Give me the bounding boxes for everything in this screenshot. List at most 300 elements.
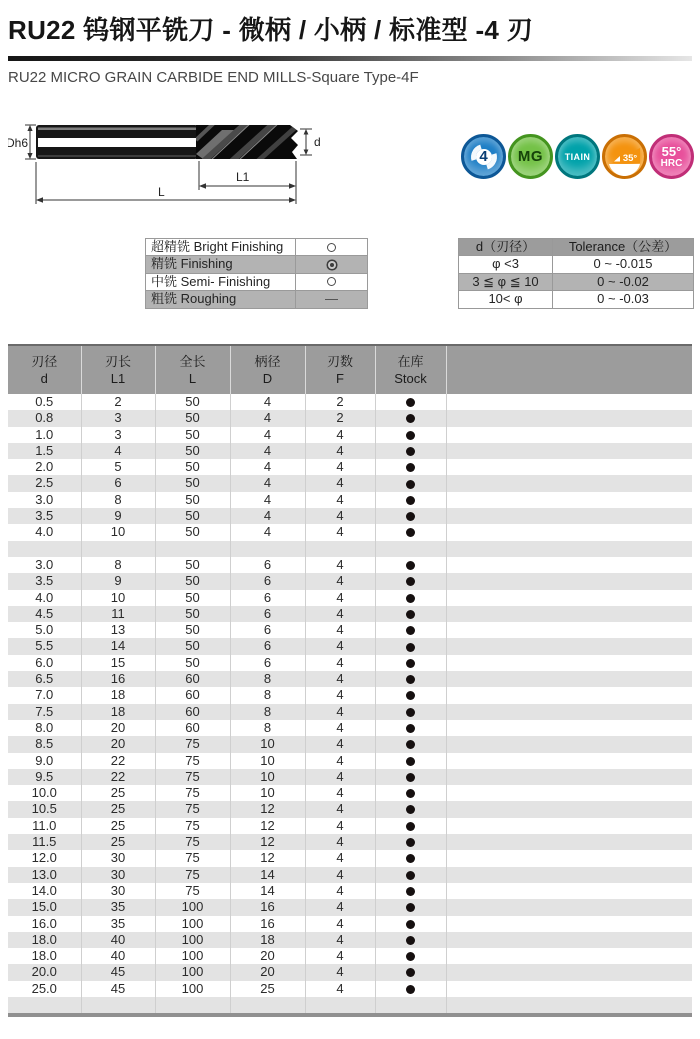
spec-cell: 15 <box>81 655 155 671</box>
spec-cell: 8 <box>81 492 155 508</box>
spec-cell: 15.0 <box>8 899 81 915</box>
separator-cell <box>446 997 692 1015</box>
stock-dot-icon <box>406 871 415 880</box>
spec-cell: 10 <box>230 785 305 801</box>
spec-cell: 4 <box>305 459 375 475</box>
spec-cell: 6.0 <box>8 655 81 671</box>
spec-spacer-cell <box>446 818 692 834</box>
stock-cell <box>375 964 446 980</box>
page-title: RU22 钨钢平铣刀 - 微柄 / 小柄 / 标准型 -4 刃 <box>8 15 534 45</box>
spec-cell: 2 <box>305 394 375 410</box>
spec-cell: 50 <box>155 475 230 491</box>
spec-cell: 10 <box>230 769 305 785</box>
spec-spacer-cell <box>446 899 692 915</box>
spec-cell: 4 <box>230 394 305 410</box>
spec-cell: 4 <box>305 508 375 524</box>
stock-cell <box>375 638 446 654</box>
spec-header-cell: 在库 Stock <box>375 345 446 394</box>
stock-dot-icon <box>406 512 415 521</box>
spec-cell: 4 <box>230 443 305 459</box>
feature-badges <box>461 134 694 179</box>
spec-cell: 4.5 <box>8 606 81 622</box>
spec-cell: 75 <box>155 769 230 785</box>
spec-header-cell: 刃数 F <box>305 345 375 394</box>
spec-cell: 100 <box>155 981 230 997</box>
separator-cell <box>8 997 81 1015</box>
spec-cell: 4 <box>230 508 305 524</box>
stock-dot-icon <box>406 496 415 505</box>
spec-cell: 9.5 <box>8 769 81 785</box>
spec-cell: 75 <box>155 736 230 752</box>
stock-dot-icon <box>406 528 415 537</box>
spec-row <box>8 736 692 752</box>
spec-cell: 9 <box>81 508 155 524</box>
spec-cell: 4 <box>305 801 375 817</box>
spec-spacer-cell <box>446 720 692 736</box>
cutting-diameter-label: d <box>314 135 321 149</box>
tolerance-cell: 10< φ <box>459 291 553 307</box>
spec-cell: 4 <box>230 427 305 443</box>
spec-cell: 22 <box>81 769 155 785</box>
spec-row <box>8 590 692 606</box>
spec-spacer-cell <box>446 753 692 769</box>
spec-cell: 100 <box>155 948 230 964</box>
spec-cell: 20 <box>230 948 305 964</box>
spec-cell: 100 <box>155 916 230 932</box>
spec-cell: 12 <box>230 801 305 817</box>
tolerance-table <box>458 238 694 309</box>
stock-cell <box>375 459 446 475</box>
spec-table-wrap <box>8 344 692 1017</box>
stock-cell <box>375 801 446 817</box>
spec-spacer-cell <box>446 801 692 817</box>
stock-dot-icon <box>406 822 415 831</box>
separator-cell <box>230 541 305 557</box>
spec-cell: 5 <box>81 459 155 475</box>
spec-cell: 4 <box>305 899 375 915</box>
spec-spacer-cell <box>446 981 692 997</box>
stock-dot-icon <box>406 414 415 423</box>
separator-cell <box>375 541 446 557</box>
spec-cell: 4 <box>305 427 375 443</box>
spec-cell: 14 <box>230 883 305 899</box>
spec-cell: 4 <box>305 557 375 573</box>
spec-cell: 0.5 <box>8 394 81 410</box>
badge-helix-angle <box>602 134 647 179</box>
spec-spacer-cell <box>446 606 692 622</box>
badge-hardness-unit: HRC <box>660 157 683 169</box>
separator-cell <box>305 997 375 1015</box>
spec-cell: 4 <box>230 524 305 540</box>
spec-cell: 4 <box>230 492 305 508</box>
spec-row <box>8 410 692 426</box>
finishing-symbol-cell <box>296 256 367 272</box>
tolerance-cell: 0 ~ -0.02 <box>597 273 649 289</box>
stock-cell <box>375 818 446 834</box>
spec-cell: 20.0 <box>8 964 81 980</box>
spec-row <box>8 655 692 671</box>
stock-dot-icon <box>406 936 415 945</box>
stock-cell <box>375 899 446 915</box>
stock-dot-icon <box>406 952 415 961</box>
tolerance-cell: φ <3 <box>459 256 553 272</box>
spec-spacer-cell <box>446 704 692 720</box>
spec-cell: 50 <box>155 427 230 443</box>
badge-coating <box>555 134 600 179</box>
spec-cell: 4 <box>305 475 375 491</box>
spec-cell: 22 <box>81 753 155 769</box>
spec-cell: 8.5 <box>8 736 81 752</box>
spec-cell: 10 <box>81 524 155 540</box>
spec-spacer-cell <box>446 948 692 964</box>
stock-cell <box>375 655 446 671</box>
spec-cell: 8 <box>230 704 305 720</box>
spec-cell: 4 <box>305 916 375 932</box>
badge-hardness <box>649 134 694 179</box>
spec-cell: 60 <box>155 687 230 703</box>
stock-cell <box>375 557 446 573</box>
spec-row <box>8 492 692 508</box>
stock-dot-icon <box>406 838 415 847</box>
spec-cell: 8 <box>230 687 305 703</box>
spec-cell: 4 <box>305 655 375 671</box>
spec-cell: 4 <box>305 753 375 769</box>
spec-row <box>8 769 692 785</box>
spec-cell: 25 <box>81 818 155 834</box>
stock-dot-icon <box>406 431 415 440</box>
stock-cell <box>375 948 446 964</box>
spec-cell: 6 <box>230 638 305 654</box>
spec-row <box>8 427 692 443</box>
tolerance-row <box>459 274 693 291</box>
stock-dot-icon <box>406 968 415 977</box>
spec-cell: 40 <box>81 932 155 948</box>
spec-row <box>8 394 692 410</box>
spec-row <box>8 606 692 622</box>
spec-separator-row <box>8 997 692 1015</box>
spec-cell: 50 <box>155 655 230 671</box>
stock-dot-icon <box>406 675 415 684</box>
spec-cell: 10 <box>230 753 305 769</box>
badge-micro-grain-label: MG <box>517 148 544 165</box>
spec-cell: 6 <box>230 606 305 622</box>
spec-cell: 75 <box>155 801 230 817</box>
stock-dot-icon <box>406 854 415 863</box>
spec-header-spacer <box>446 345 692 394</box>
spec-cell: 50 <box>155 492 230 508</box>
finishing-table <box>145 238 368 309</box>
spec-spacer-cell <box>446 834 692 850</box>
spec-table-head <box>8 345 692 394</box>
tolerance-cell: 0 ~ -0.015 <box>593 256 653 272</box>
spec-row <box>8 753 692 769</box>
spec-cell: 16 <box>230 899 305 915</box>
spec-spacer-cell <box>446 883 692 899</box>
separator-cell <box>155 541 230 557</box>
spec-cell: 12 <box>230 850 305 866</box>
stock-cell <box>375 704 446 720</box>
end-mill-technical-drawing <box>8 112 328 222</box>
finishing-label: 精铣 Finishing <box>146 256 296 272</box>
spec-cell: 2 <box>81 394 155 410</box>
double-circle-icon <box>330 263 334 267</box>
spec-row <box>8 443 692 459</box>
spec-cell: 18 <box>230 932 305 948</box>
spec-table-body <box>8 394 692 1015</box>
spec-spacer-cell <box>446 492 692 508</box>
spec-header-row <box>8 345 692 394</box>
spec-cell: 9 <box>81 573 155 589</box>
stock-dot-icon <box>406 789 415 798</box>
spec-cell: 50 <box>155 573 230 589</box>
stock-cell <box>375 834 446 850</box>
badge-flute-count-label: 4 <box>479 148 488 165</box>
spec-cell: 45 <box>81 964 155 980</box>
finishing-symbol-cell <box>296 274 367 290</box>
stock-dot-icon <box>406 561 415 570</box>
spec-cell: 4 <box>305 590 375 606</box>
spec-spacer-cell <box>446 557 692 573</box>
spec-spacer-cell <box>446 410 692 426</box>
spec-spacer-cell <box>446 916 692 932</box>
spec-cell: 11.5 <box>8 834 81 850</box>
spec-cell: 25 <box>81 785 155 801</box>
spec-spacer-cell <box>446 850 692 866</box>
spec-cell: 5.5 <box>8 638 81 654</box>
stock-cell <box>375 443 446 459</box>
spec-row <box>8 818 692 834</box>
spec-cell: 25.0 <box>8 981 81 997</box>
stock-dot-icon <box>406 740 415 749</box>
spec-cell: 100 <box>155 932 230 948</box>
spec-cell: 16.0 <box>8 916 81 932</box>
spec-cell: 4.0 <box>8 590 81 606</box>
spec-cell: 75 <box>155 834 230 850</box>
stock-dot-icon <box>406 594 415 603</box>
spec-cell: 3.5 <box>8 573 81 589</box>
stock-cell <box>375 671 446 687</box>
spec-spacer-cell <box>446 769 692 785</box>
spec-cell: 12 <box>230 818 305 834</box>
tolerance-row <box>459 256 693 273</box>
spec-spacer-cell <box>446 638 692 654</box>
spec-cell: 18 <box>81 704 155 720</box>
spec-cell: 13 <box>81 622 155 638</box>
spec-row <box>8 622 692 638</box>
spec-cell: 100 <box>155 899 230 915</box>
spec-spacer-cell <box>446 932 692 948</box>
spec-cell: 25 <box>81 801 155 817</box>
spec-cell: 4 <box>305 850 375 866</box>
spec-cell: 4 <box>305 687 375 703</box>
stock-cell <box>375 916 446 932</box>
spec-header-cell: 全长 L <box>155 345 230 394</box>
stock-dot-icon <box>406 691 415 700</box>
stock-dot-icon <box>406 773 415 782</box>
stock-dot-icon <box>406 447 415 456</box>
spec-cell: 50 <box>155 590 230 606</box>
finishing-label: 中铣 Semi- Finishing <box>146 274 296 290</box>
spec-cell: 8.0 <box>8 720 81 736</box>
stock-cell <box>375 427 446 443</box>
spec-header-cell: 刃径 d <box>8 345 81 394</box>
spec-cell: 4 <box>305 964 375 980</box>
spec-spacer-cell <box>446 687 692 703</box>
spec-cell: 16 <box>230 916 305 932</box>
spec-spacer-cell <box>446 394 692 410</box>
spec-row <box>8 573 692 589</box>
stock-cell <box>375 981 446 997</box>
spec-cell: 45 <box>81 981 155 997</box>
spec-spacer-cell <box>446 475 692 491</box>
spec-row <box>8 638 692 654</box>
page-subtitle: RU22 MICRO GRAIN CARBIDE END MILLS-Square Type-4F <box>8 69 419 86</box>
stock-dot-icon <box>406 659 415 668</box>
spec-cell: 30 <box>81 883 155 899</box>
spec-cell: 25 <box>230 981 305 997</box>
stock-dot-icon <box>406 903 415 912</box>
stock-cell <box>375 850 446 866</box>
spec-cell: 30 <box>81 867 155 883</box>
spec-cell: 7.5 <box>8 704 81 720</box>
badge-flute-count <box>461 134 506 179</box>
stock-cell <box>375 573 446 589</box>
spec-cell: 10 <box>81 590 155 606</box>
spec-cell: 75 <box>155 867 230 883</box>
spec-spacer-cell <box>446 573 692 589</box>
finishing-label: 粗铣 Roughing <box>146 291 296 307</box>
spec-row <box>8 524 692 540</box>
spec-cell: 4 <box>305 883 375 899</box>
separator-cell <box>305 541 375 557</box>
spec-cell: 20 <box>230 964 305 980</box>
spec-cell: 6 <box>230 622 305 638</box>
spec-cell: 3.0 <box>8 492 81 508</box>
stock-cell <box>375 492 446 508</box>
circle-icon <box>327 277 336 286</box>
spec-cell: 75 <box>155 883 230 899</box>
spec-cell: 4 <box>230 410 305 426</box>
stock-cell <box>375 410 446 426</box>
spec-spacer-cell <box>446 867 692 883</box>
stock-dot-icon <box>406 398 415 407</box>
spec-cell: 35 <box>81 899 155 915</box>
separator-cell <box>81 997 155 1015</box>
spec-cell: 20 <box>81 736 155 752</box>
spec-cell: 18 <box>81 687 155 703</box>
spec-row <box>8 720 692 736</box>
badge-micro-grain <box>508 134 553 179</box>
finishing-symbol-cell <box>296 291 367 307</box>
spec-cell: 12 <box>230 834 305 850</box>
spec-row <box>8 964 692 980</box>
spec-row <box>8 932 692 948</box>
spec-row <box>8 704 692 720</box>
spec-row <box>8 671 692 687</box>
spec-cell: 11.0 <box>8 818 81 834</box>
stock-cell <box>375 769 446 785</box>
spec-separator-row <box>8 541 692 557</box>
spec-row <box>8 475 692 491</box>
stock-cell <box>375 785 446 801</box>
helix-angle-icon <box>605 137 644 176</box>
spec-table <box>8 344 692 1017</box>
dash-icon <box>325 299 338 300</box>
spec-cell: 1.0 <box>8 427 81 443</box>
stock-dot-icon <box>406 985 415 994</box>
spec-row <box>8 850 692 866</box>
spec-cell: 6 <box>230 655 305 671</box>
spec-cell: 14 <box>230 867 305 883</box>
spec-cell: 4 <box>305 638 375 654</box>
spec-cell: 50 <box>155 557 230 573</box>
spec-cell: 4 <box>230 459 305 475</box>
finishing-label: 超精铣 Bright Finishing <box>146 239 296 255</box>
spec-cell: 35 <box>81 916 155 932</box>
spec-cell: 6 <box>81 475 155 491</box>
spec-row <box>8 785 692 801</box>
separator-cell <box>81 541 155 557</box>
stock-dot-icon <box>406 610 415 619</box>
spec-cell: 4 <box>305 524 375 540</box>
spec-cell: 18.0 <box>8 948 81 964</box>
spec-row <box>8 801 692 817</box>
spec-spacer-cell <box>446 427 692 443</box>
spec-spacer-cell <box>446 671 692 687</box>
stock-cell <box>375 753 446 769</box>
spec-cell: 3 <box>81 410 155 426</box>
spec-spacer-cell <box>446 524 692 540</box>
spec-cell: 8 <box>230 671 305 687</box>
stock-dot-icon <box>406 577 415 586</box>
badge-helix-angle-label: 35° <box>622 153 638 164</box>
spec-cell: 4 <box>305 785 375 801</box>
finishing-row <box>146 274 367 291</box>
spec-cell: 4 <box>305 443 375 459</box>
spec-spacer-cell <box>446 459 692 475</box>
spec-cell: 75 <box>155 753 230 769</box>
spec-cell: 5.0 <box>8 622 81 638</box>
spec-cell: 50 <box>155 524 230 540</box>
spec-cell: 20 <box>81 720 155 736</box>
spec-cell: 4 <box>305 671 375 687</box>
spec-cell: 4 <box>305 606 375 622</box>
spec-cell: 6 <box>230 557 305 573</box>
separator-cell <box>8 541 81 557</box>
spec-cell: 4 <box>81 443 155 459</box>
stock-cell <box>375 687 446 703</box>
spec-row <box>8 883 692 899</box>
spec-cell: 50 <box>155 410 230 426</box>
spec-cell: 10 <box>230 736 305 752</box>
spec-cell: 6.5 <box>8 671 81 687</box>
stock-dot-icon <box>406 805 415 814</box>
spec-cell: 25 <box>81 834 155 850</box>
spec-cell: 60 <box>155 671 230 687</box>
spec-row <box>8 687 692 703</box>
spec-cell: 12.0 <box>8 850 81 866</box>
spec-cell: 100 <box>155 964 230 980</box>
spec-cell: 10.0 <box>8 785 81 801</box>
spec-cell: 0.8 <box>8 410 81 426</box>
end-mill-drawing-svg <box>8 112 328 217</box>
stock-dot-icon <box>406 887 415 896</box>
spec-cell: 14.0 <box>8 883 81 899</box>
spec-spacer-cell <box>446 590 692 606</box>
spec-row <box>8 867 692 883</box>
spec-cell: 75 <box>155 785 230 801</box>
spec-header-cell: 柄径 D <box>230 345 305 394</box>
